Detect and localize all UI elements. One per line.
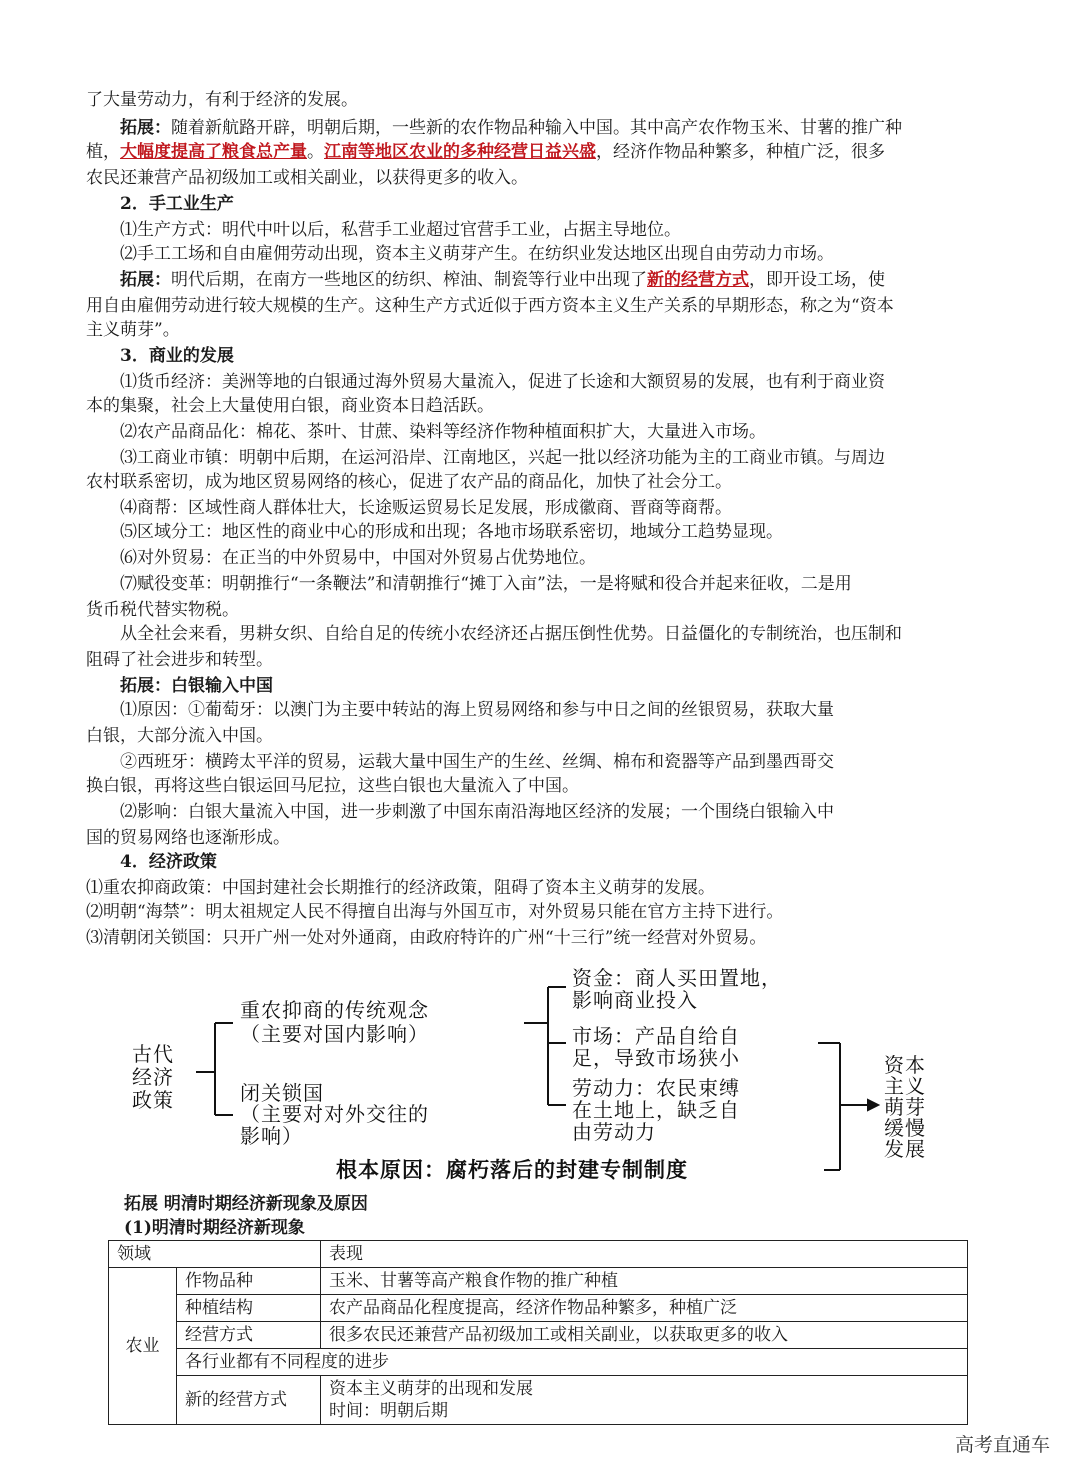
effect-market: 市场：产品自给自 xyxy=(572,1024,740,1048)
text-line: ⑵影响：白银大量流入中国，进一步刺激了中国东南沿海地区经济的发展；一个围绕白银输入中 xyxy=(120,802,834,822)
section-heading: 3．商业的发展 xyxy=(120,346,234,366)
text-line: ②西班牙：横跨太平洋的贸易，运载大量中国生产的生丝、丝绸、棉布和瓷器等产品到墨西哥交 xyxy=(120,752,834,772)
text-line: ⑺赋役变革：明朝推行“一条鞭法”和清朝推行“摊丁入亩”法，一是将赋和役合并起来征收，二是用 xyxy=(120,574,852,594)
root-label: 古代 xyxy=(132,1042,174,1066)
table-cell: 新的经营方式 xyxy=(177,1376,321,1425)
table-cell: 经营方式 xyxy=(177,1322,321,1349)
text-line: ⑷商帮：区域性商人群体壮大，长途贩运贸易长足发展，形成徽商、晋商等商帮。 xyxy=(120,498,732,518)
text-segment: ，经济作物品种繁多，种植广泛，很多 xyxy=(596,142,885,162)
section-subtitle: (1)明清时期经济新现象 xyxy=(124,1218,305,1238)
branch-note: 影响） xyxy=(240,1124,303,1148)
text-line: ⑴生产方式：明代中叶以后，私营手工业超过官营手工业，占据主导地位。 xyxy=(120,220,681,240)
text-line: ⑴原因：①葡萄牙：以澳门为主要中转站的海上贸易网络和参与中日之间的丝银贸易，获取大量 xyxy=(120,700,834,720)
table-cell xyxy=(321,1376,968,1425)
label-tuozhan: 拓展： xyxy=(120,118,171,138)
result-label: 发展 xyxy=(884,1137,926,1161)
table-row xyxy=(109,1349,968,1376)
text-line: 货币税代替实物税。 xyxy=(86,600,239,620)
table-cell-line: 资本主义萌芽的出现和发展 xyxy=(329,1379,533,1399)
text-line: ⑵明朝“海禁”：明太祖规定人民不得擅自出海与外国互市，对外贸易只能在官方主持下进行。 xyxy=(86,902,784,922)
text-line: 白银，大部分流入中国。 xyxy=(86,726,273,746)
table-row xyxy=(109,1376,968,1425)
text-line: 农村联系密切，成为地区贸易网络的核心，促进了农产品的商品化，加快了社会分工。 xyxy=(86,472,732,492)
effect-labor: 劳动力：农民束缚 xyxy=(572,1076,740,1100)
section-heading: 拓展：白银输入中国 xyxy=(120,676,273,696)
arrow-head-icon xyxy=(868,1100,878,1110)
root-label: 政策 xyxy=(132,1088,174,1112)
text-line: ⑵手工工场和自由雇佣劳动出现，资本主义萌芽产生。在纺织业发达地区出现自由劳动力市场。 xyxy=(120,244,834,264)
effect-market: 足，导致市场狭小 xyxy=(572,1046,740,1070)
result-label: 主义 xyxy=(884,1074,926,1098)
table-header-cell: 表现 xyxy=(321,1241,968,1268)
text-line xyxy=(86,140,1001,164)
text-line: 阻碍了社会进步和转型。 xyxy=(86,650,273,670)
text-line: 用自由雇佣劳动进行较大规模的生产。这种生产方式近似于西方资本主义生产关系的早期形态，称之为“资本 xyxy=(86,296,894,316)
text-segment: 。 xyxy=(307,142,324,162)
text-line xyxy=(120,116,1000,140)
text-line xyxy=(120,268,1000,292)
policy-diagram xyxy=(0,955,1080,1185)
effect-capital: 影响商业投入 xyxy=(572,988,698,1012)
text-line: ⑸区域分工：地区性的商业中心的形成和出现；各地市场联系密切，地域分工趋势显现。 xyxy=(120,522,783,542)
table-header-cell: 领域 xyxy=(109,1241,321,1268)
text-line: 换白银，再将这些白银运回马尼拉，这些白银也大量流入了中国。 xyxy=(86,776,579,796)
text-line: 国的贸易网络也逐渐形成。 xyxy=(86,828,290,848)
table-row xyxy=(109,1295,968,1322)
highlight-text: 江南等地区农业的多种经营日益兴盛 xyxy=(324,142,596,162)
table-cell: 玉米、甘薯等高产粮食作物的推广种植 xyxy=(321,1268,968,1295)
phenomena-table xyxy=(108,1240,968,1425)
result-label: 缓慢 xyxy=(884,1116,926,1140)
table-cell: 农产品商品化程度提高，经济作物品种繁多，种植广泛 xyxy=(321,1295,968,1322)
root-cause: 根本原因：腐朽落后的封建专制制度 xyxy=(336,1158,688,1182)
text-line: 了大量劳动力，有利于经济的发展。 xyxy=(86,90,358,110)
effect-capital: 资金：商人买田置地， xyxy=(572,966,782,990)
branch-label: 重农抑商的传统观念 xyxy=(240,998,429,1022)
result-label: 资本 xyxy=(884,1053,926,1077)
text-line: ⑵农产品商品化：棉花、茶叶、甘蔗、染料等经济作物种植面积扩大，大量进入市场。 xyxy=(120,422,766,442)
branch-note: （主要对国内影响） xyxy=(240,1022,429,1046)
branch-label: 闭关锁国 xyxy=(240,1081,324,1105)
watermark: 高考直通车 xyxy=(954,1434,1050,1456)
table-cell: 种植结构 xyxy=(177,1295,321,1322)
effect-labor: 在土地上，缺乏自 xyxy=(572,1098,740,1122)
table-cell: 作物品种 xyxy=(177,1268,321,1295)
table-header-row xyxy=(109,1241,968,1268)
text-line: ⑶工商业市镇：明朝中后期，在运河沿岸、江南地区，兴起一批以经济功能为主的工商业市镇。与周边 xyxy=(120,448,885,468)
table-cell: 很多农民还兼营产品初级加工或相关副业，以获取更多的收入 xyxy=(321,1322,968,1349)
table-row xyxy=(109,1268,968,1295)
text-line: 主义萌芽”。 xyxy=(86,320,180,340)
text-line: ⑶清朝闭关锁国：只开广州一处对外通商，由政府特许的广州“十三行”统一经营对外贸易。 xyxy=(86,928,767,948)
text-line: 从全社会来看，男耕女织、自给自足的传统小农经济还占据压倒性优势。日益僵化的专制统治，也压制和 xyxy=(120,624,902,644)
text-line: ⑴货币经济：美洲等地的白银通过海外贸易大量流入，促进了长途和大额贸易的发展，也有利于商业资 xyxy=(120,372,885,392)
highlight-text: 大幅度提高了粮食总产量 xyxy=(120,142,307,162)
table-span-cell: 各行业都有不同程度的进步 xyxy=(177,1349,968,1376)
section-title: 拓展 明清时期经济新现象及原因 xyxy=(124,1194,368,1214)
root-label: 经济 xyxy=(132,1065,174,1089)
label-tuozhan: 拓展： xyxy=(120,270,171,290)
table-group-cell: 农业 xyxy=(109,1268,177,1425)
text-line: ⑴重农抑商政策：中国封建社会长期推行的经济政策，阻碍了资本主义萌芽的发展。 xyxy=(86,878,715,898)
text-line: ⑹对外贸易：在正当的中外贸易中，中国对外贸易占优势地位。 xyxy=(120,548,596,568)
result-label: 萌芽 xyxy=(884,1095,926,1119)
text-line: 农民还兼营产品初级加工或相关副业，以获得更多的收入。 xyxy=(86,168,528,188)
text-segment: 随着新航路开辟，明朝后期，一些新的农作物品种输入中国。其中高产农作物玉米、甘薯的推广种 xyxy=(171,118,902,138)
effect-labor: 由劳动力 xyxy=(572,1120,656,1144)
text-segment: 植， xyxy=(86,142,120,162)
table-row xyxy=(109,1322,968,1349)
section-heading: 4．经济政策 xyxy=(120,852,217,872)
branch-note: （主要对对外交往的 xyxy=(240,1102,429,1126)
highlight-text: 新的经营方式 xyxy=(647,270,749,290)
text-segment: 明代后期，在南方一些地区的纺织、榨油、制瓷等行业中出现了 xyxy=(171,270,647,290)
text-segment: ，即开设工场，使 xyxy=(749,270,885,290)
section-heading: 2．手工业生产 xyxy=(120,194,234,214)
text-line: 本的集聚，社会上大量使用白银，商业资本日趋活跃。 xyxy=(86,396,494,416)
table-cell-line: 时间：明朝后期 xyxy=(329,1401,448,1421)
